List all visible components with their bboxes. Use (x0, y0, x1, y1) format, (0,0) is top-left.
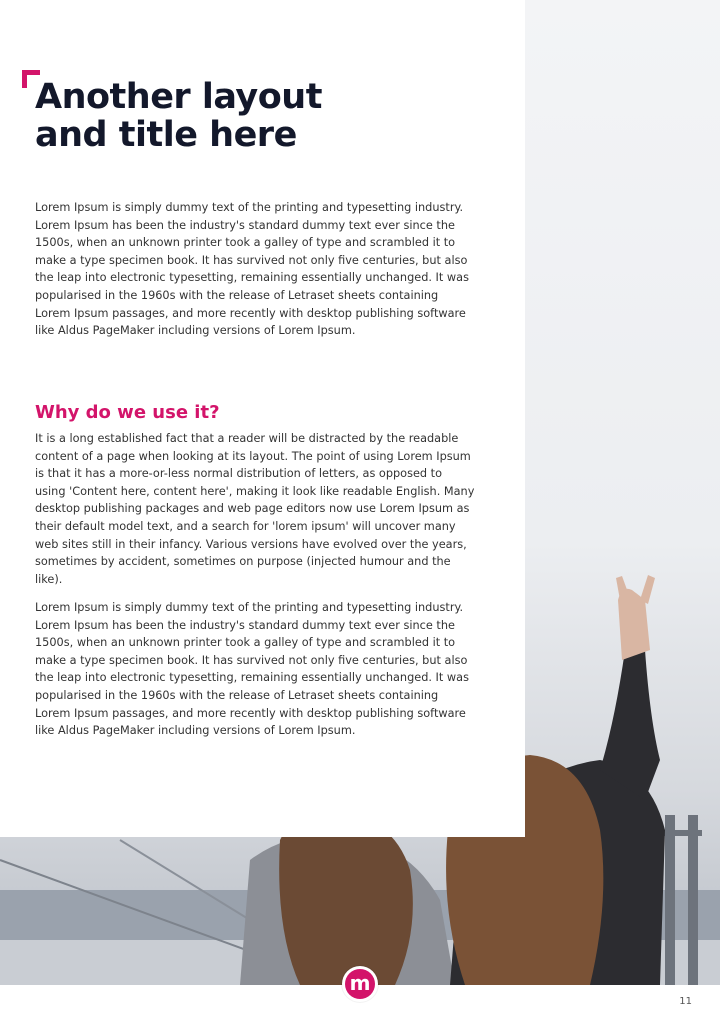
photo-finger-1 (616, 576, 630, 600)
photo-finger-2 (640, 575, 655, 604)
title-line-1: Another layout (35, 77, 322, 117)
section-paragraph-1: It is a long established fact that a reader will be distracted by the readable content of a page when looking at its layout. The point of using Lorem Ipsum is that it has a more-or-less normal distribution of letters, as opposed to using 'Content here, content here', making it look like readable English. Many desktop publishing packages and web page editors now use Lorem Ipsum as their default model text, and a search for 'lorem ipsum' will uncover many web sites still in their infancy. Various versions have evolved over the years, sometimes by accident, sometimes on purpose (injected humour and the like). (35, 432, 475, 586)
section-paragraph-2: Lorem Ipsum is simply dummy text of the printing and typesetting industry. Lorem Ipsum has been the industry's standard dummy text ever since the 1500s, when an unknown printer took a galley of type and scrambled it to make a type specimen book. It has survived not only five centuries, but also the leap into electronic typesetting, remaining essentially unchanged. It was popularised in the 1960s with the release of Letraset sheets containing Lorem Ipsum passages, and more recently with desktop publishing software like Aldus PageMaker including versions of Lorem Ipsum. (35, 601, 469, 738)
photo-bridge-beam (660, 830, 702, 836)
intro-paragraph: Lorem Ipsum is simply dummy text of the printing and typesetting industry. Lorem Ipsum has been the industry's standard dummy text ever since the 1500s, when an unknown printer took a galley of type and scrambled it to make a type specimen book. It has survived not only five centuries, but also the leap into electronic typesetting, remaining essentially unchanged. It was popularised in the 1960s with the release of Letraset sheets containing Lorem Ipsum passages, and more recently with desktop publishing software like Aldus PageMaker including versions of Lorem Ipsum. (35, 201, 469, 338)
photo-bridge-tower-2 (688, 815, 698, 985)
logo-letter: m (349, 970, 371, 995)
title-line-2: and title here (35, 115, 297, 155)
page-title (35, 78, 505, 154)
page-number: 11 (679, 996, 692, 1007)
logo-circle (345, 969, 375, 999)
section-heading: Why do we use it? (35, 402, 220, 423)
brand-logo-icon (342, 966, 378, 1002)
photo-bridge-tower (665, 815, 675, 985)
